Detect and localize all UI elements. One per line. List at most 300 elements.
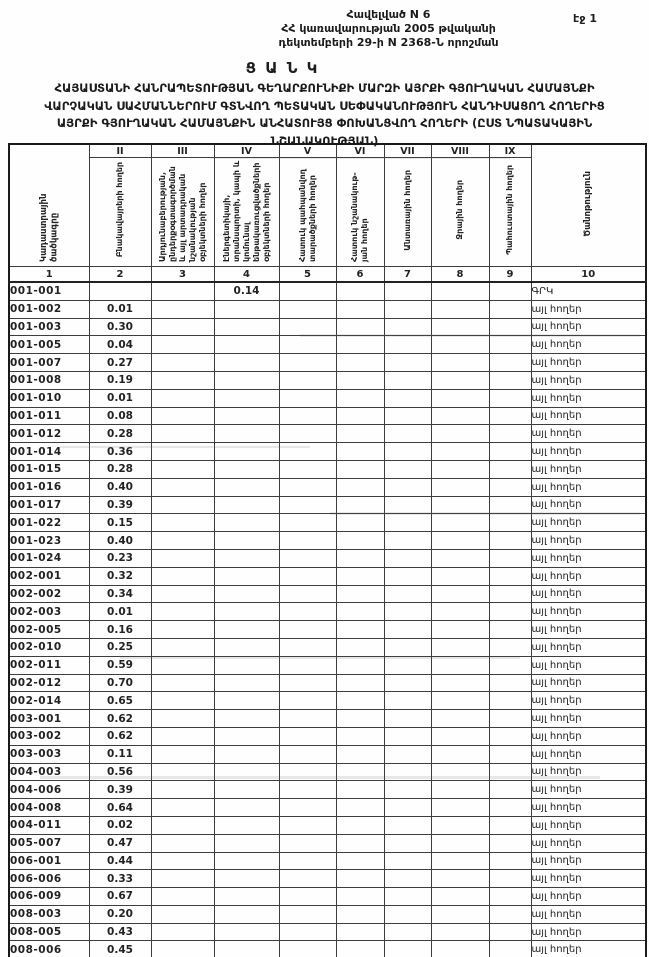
value-cell [279,834,336,852]
row-code-cell: 006-006 [9,870,89,888]
value-cell [151,425,214,443]
value-cell [431,692,489,710]
table-row [9,888,646,906]
value-cell [384,585,431,603]
doc-subtitle-line: ՀԱՅԱՍՏԱՆԻ ՀԱՆՐԱՊԵՏՈՒԹՅԱՆ ԳԵՂԱՐՔՈՒՆԻՔԻ ՄԱՐԶԻ ԱՅՐՔԻ ԳՅՈՒՂԱԿԱՆ ՀԱՄԱՅՆՔԻ [54,81,595,95]
value-cell [214,300,279,318]
value-cell [489,389,531,407]
note-cell: այլ հողեր [531,781,646,799]
table-row [9,318,646,336]
table-row [9,621,646,639]
rotated-header-label: Բնակավայրերի հողեր [115,162,124,258]
note-cell: այլ հողեր [531,354,646,372]
value-cell [279,478,336,496]
value-cell [489,532,531,550]
value-cell [151,354,214,372]
table-row [9,549,646,567]
column-number-cell: 1 [9,267,89,283]
value-cell [431,389,489,407]
value-cell [384,443,431,461]
table-row [9,941,646,957]
note-cell: այլ հողեր [531,816,646,834]
value-cell [336,318,384,336]
value-cell [214,638,279,656]
row-code-cell: 002-011 [9,656,89,674]
note-cell: այլ հողեր [531,318,646,336]
table-row [9,407,646,425]
value-cell [279,745,336,763]
value-cell [279,354,336,372]
row-code-cell: 004-008 [9,799,89,817]
value-cell [214,816,279,834]
note-cell: այլ հողեր [531,300,646,318]
value-cell [214,532,279,550]
value-cell: 0.02 [89,816,151,834]
value-cell [151,567,214,585]
value-cell [336,407,384,425]
value-cell [384,318,431,336]
value-cell [489,496,531,514]
value-cell [214,799,279,817]
value-cell [214,692,279,710]
note-cell: այլ հողեր [531,870,646,888]
value-cell [431,603,489,621]
value-cell [279,603,336,621]
value-cell: 0.62 [89,710,151,728]
row-code-cell: 002-010 [9,638,89,656]
value-cell [384,478,431,496]
table-row [9,585,646,603]
value-cell [214,852,279,870]
value-cell: 0.08 [89,407,151,425]
value-cell: 0.34 [89,585,151,603]
value-cell [214,905,279,923]
note-cell: այլ հողեր [531,407,646,425]
value-cell [89,282,151,300]
row-code-cell: 001-014 [9,443,89,461]
value-cell [431,745,489,763]
value-cell [151,834,214,852]
column-number-cell: 10 [531,267,646,283]
value-cell [151,727,214,745]
value-cell [489,460,531,478]
value-cell [489,354,531,372]
note-cell: այլ հողեր [531,888,646,906]
value-cell: 0.15 [89,514,151,532]
rotated-header-label: Հատուկ նշանակութ-յան հողեր [350,172,369,262]
value-cell [384,621,431,639]
note-cell: այլ հողեր [531,923,646,941]
value-cell [151,905,214,923]
row-code-cell: 002-012 [9,674,89,692]
value-cell [336,638,384,656]
value-cell [336,692,384,710]
value-cell [489,603,531,621]
value-cell [336,549,384,567]
value-cell [431,816,489,834]
value-cell: 0.59 [89,656,151,674]
note-cell: այլ հողեր [531,656,646,674]
value-cell [279,460,336,478]
value-cell [151,478,214,496]
value-cell [279,710,336,728]
value-cell [151,603,214,621]
value-cell [384,425,431,443]
value-cell [151,496,214,514]
value-cell [431,727,489,745]
value-cell: 0.33 [89,870,151,888]
value-cell [279,425,336,443]
value-cell [279,674,336,692]
doc-subtitle [0,80,649,150]
value-cell [431,282,489,300]
value-cell [489,443,531,461]
doc-subtitle-line: ՎԱՐՉԱԿԱՆ ՍԱՀՄԱՆՆԵՐՈՒՄ ԳՏՆՎՈՂ ՊԵՏԱԿԱՆ ՍԵՓԱԿԱՆՈՒԹՅՈՒՆ ՀԱՆԴԻՍԱՑՈՂ ՀՈՂԵՐԻՑ [44,98,605,113]
table-row [9,656,646,674]
value-cell [384,389,431,407]
value-cell [431,852,489,870]
value-cell: 0.16 [89,621,151,639]
value-cell [489,425,531,443]
note-cell: այլ հողեր [531,567,646,585]
column-number-cell: 7 [384,267,431,283]
value-cell [489,407,531,425]
table-row [9,532,646,550]
value-cell [384,674,431,692]
value-cell [431,371,489,389]
value-cell [151,692,214,710]
value-cell [336,816,384,834]
roman-numeral-cell: VII [384,144,431,158]
column-number-row [9,267,646,283]
value-cell [384,745,431,763]
table-row [9,905,646,923]
value-cell [279,638,336,656]
value-cell [214,514,279,532]
value-cell [489,888,531,906]
value-cell [336,727,384,745]
row-code-cell: 001-015 [9,460,89,478]
doc-title: Ց Ա Ն Կ [245,59,320,77]
row-code-cell: 001-007 [9,354,89,372]
value-cell [431,905,489,923]
value-cell [489,282,531,300]
value-cell [431,585,489,603]
value-cell [214,941,279,957]
row-code-cell: 003-002 [9,727,89,745]
value-cell [336,799,384,817]
value-cell [151,300,214,318]
value-cell: 0.01 [89,389,151,407]
rotated-header-label: Արդյունաբերության, ընդերքօգտագործման և այլ արտադրական նշանակության օբյեկտների հողեր [157,166,207,262]
value-cell [489,816,531,834]
value-cell [279,407,336,425]
value-cell [384,905,431,923]
note-cell: այլ հողեր [531,443,646,461]
value-cell [336,621,384,639]
value-cell [489,514,531,532]
row-code-cell: 006-009 [9,888,89,906]
value-cell [384,300,431,318]
value-cell [214,443,279,461]
note-cell: այլ հողեր [531,532,646,550]
value-cell [431,710,489,728]
column-header-rotated [214,158,279,267]
value-cell [336,674,384,692]
value-cell [279,567,336,585]
value-cell [384,282,431,300]
column-number-cell: 4 [214,267,279,283]
value-cell: 0.36 [89,443,151,461]
value-cell: 0.30 [89,318,151,336]
note-cell: այլ հողեր [531,905,646,923]
value-cell [384,727,431,745]
appendix-line: ՀՀ կառավարության 2005 թվականի [281,22,496,35]
value-cell [489,638,531,656]
value-cell [214,478,279,496]
value-cell [336,336,384,354]
value-cell [151,443,214,461]
value-cell: 0.43 [89,923,151,941]
note-cell: այլ հողեր [531,763,646,781]
value-cell [214,354,279,372]
value-cell [431,532,489,550]
value-cell: 0.04 [89,336,151,354]
value-cell [431,834,489,852]
value-cell: 0.62 [89,727,151,745]
value-cell [384,514,431,532]
table-row [9,781,646,799]
value-cell [384,460,431,478]
row-code-cell: 002-003 [9,603,89,621]
column-number-cell: 9 [489,267,531,283]
value-cell [489,318,531,336]
value-cell [384,941,431,957]
value-cell [279,514,336,532]
rotated-header-label: Անտառային հողեր [402,169,412,251]
note-cell: այլ հողեր [531,834,646,852]
value-cell [384,354,431,372]
value-cell [279,336,336,354]
rotated-header-label: Հատուկ պահպանվող տարածքների հողեր [297,169,317,262]
value-cell [489,585,531,603]
value-cell [214,781,279,799]
value-cell [279,371,336,389]
table-row [9,514,646,532]
value-cell [279,923,336,941]
value-cell [151,710,214,728]
value-cell [336,656,384,674]
table-row [9,727,646,745]
value-cell [489,300,531,318]
value-cell [384,496,431,514]
note-cell: այլ հողեր [531,336,646,354]
roman-numeral-cell: VIII [431,144,489,158]
value-cell [431,799,489,817]
row-code-cell: 001-003 [9,318,89,336]
column-header-cadastral-code [9,144,89,267]
value-cell [336,425,384,443]
value-cell [279,692,336,710]
value-cell [214,318,279,336]
note-cell: այլ հողեր [531,852,646,870]
value-cell: 0.25 [89,638,151,656]
column-header-rotated [279,158,336,267]
value-cell [489,781,531,799]
column-header-rotated [336,158,384,267]
table-row [9,460,646,478]
note-cell: այլ հողեր [531,389,646,407]
value-cell [384,888,431,906]
value-cell [279,888,336,906]
value-cell [151,923,214,941]
table-row [9,674,646,692]
value-cell [431,425,489,443]
row-code-cell: 001-024 [9,549,89,567]
table-row [9,923,646,941]
row-code-cell: 002-005 [9,621,89,639]
row-code-cell: 004-011 [9,816,89,834]
roman-numeral-cell: V [279,144,336,158]
row-code-cell: 005-007 [9,834,89,852]
value-cell [489,834,531,852]
value-cell [384,923,431,941]
value-cell [431,549,489,567]
value-cell [336,834,384,852]
table-row [9,567,646,585]
value-cell [279,300,336,318]
table-row [9,603,646,621]
value-cell: 0.70 [89,674,151,692]
value-cell [151,656,214,674]
value-cell [151,389,214,407]
value-cell [336,941,384,957]
page-number: էջ 1 [573,12,597,25]
value-cell [431,941,489,957]
value-cell [214,745,279,763]
value-cell [214,870,279,888]
note-cell: այլ հողեր [531,799,646,817]
value-cell [279,905,336,923]
roman-numeral-cell: II [89,144,151,158]
value-cell [384,603,431,621]
value-cell [489,799,531,817]
note-cell: այլ հողեր [531,941,646,957]
row-code-cell: 003-003 [9,745,89,763]
value-cell: 0.64 [89,799,151,817]
value-cell [151,532,214,550]
value-cell [151,549,214,567]
notes-label: Ծանոթություն [582,171,593,237]
value-cell [214,727,279,745]
value-cell: 0.28 [89,460,151,478]
value-cell [431,443,489,461]
table-row [9,638,646,656]
value-cell: 0.47 [89,834,151,852]
value-cell [151,799,214,817]
rotated-header-label: Պահուստային հողեր [505,165,514,255]
value-cell [151,763,214,781]
note-cell: այլ հողեր [531,371,646,389]
row-code-cell: 001-011 [9,407,89,425]
value-cell [336,371,384,389]
row-code-cell: 001-023 [9,532,89,550]
value-cell [336,282,384,300]
value-cell [151,621,214,639]
value-cell [384,692,431,710]
value-cell [214,603,279,621]
row-code-cell: 004-003 [9,763,89,781]
row-code-cell: 001-016 [9,478,89,496]
value-cell [489,692,531,710]
value-cell: 0.40 [89,532,151,550]
value-cell [151,585,214,603]
value-cell [214,585,279,603]
value-cell [336,870,384,888]
value-cell [489,656,531,674]
value-cell [431,656,489,674]
value-cell [151,460,214,478]
value-cell [336,585,384,603]
column-number-cell: 3 [151,267,214,283]
note-cell: ԳՐԿ [531,282,646,300]
roman-numeral-cell: III [151,144,214,158]
table-row [9,282,646,300]
table-row [9,300,646,318]
table-row [9,834,646,852]
row-code-cell: 001-005 [9,336,89,354]
note-cell: այլ հողեր [531,585,646,603]
rotated-header-label: Ջրային հողեր [455,180,464,240]
value-cell [336,443,384,461]
value-cell [151,852,214,870]
value-cell [431,300,489,318]
table-header [9,144,646,282]
value-cell [336,888,384,906]
note-cell: այլ հողեր [531,745,646,763]
value-cell [279,282,336,300]
row-code-cell: 001-001 [9,282,89,300]
value-cell [489,870,531,888]
value-cell [489,371,531,389]
value-cell [214,656,279,674]
doc-subtitle-line: ԱՅՐՔԻ ԳՅՈՒՂԱԿԱՆ ՀԱՄԱՅՆՔԻՆ ԱՆՀԱՏՈՒՅՑ ՓՈԽԱՆՑՎՈՂ ՀՈՂԵՐԻ (ԸՍՏ ՆՊԱՏԱԿԱՅԻՆ [56,116,593,130]
value-cell [279,621,336,639]
note-cell: այլ հողեր [531,710,646,728]
column-header-rotated [489,158,531,267]
doc-subtitle-line: ՆՇԱՆԱԿՈՒԹՅԱՆ) [270,133,379,148]
value-cell [384,638,431,656]
value-cell [279,656,336,674]
value-cell: 0.32 [89,567,151,585]
value-cell [384,763,431,781]
value-cell [336,745,384,763]
value-cell [279,496,336,514]
value-cell [489,852,531,870]
value-cell [214,425,279,443]
value-cell [279,763,336,781]
value-cell [336,514,384,532]
value-cell [431,638,489,656]
row-code-cell: 001-008 [9,371,89,389]
row-code-cell: 001-010 [9,389,89,407]
value-cell [336,905,384,923]
column-number-cell: 5 [279,267,336,283]
value-cell [489,336,531,354]
value-cell [431,923,489,941]
value-cell [279,727,336,745]
value-cell [214,834,279,852]
